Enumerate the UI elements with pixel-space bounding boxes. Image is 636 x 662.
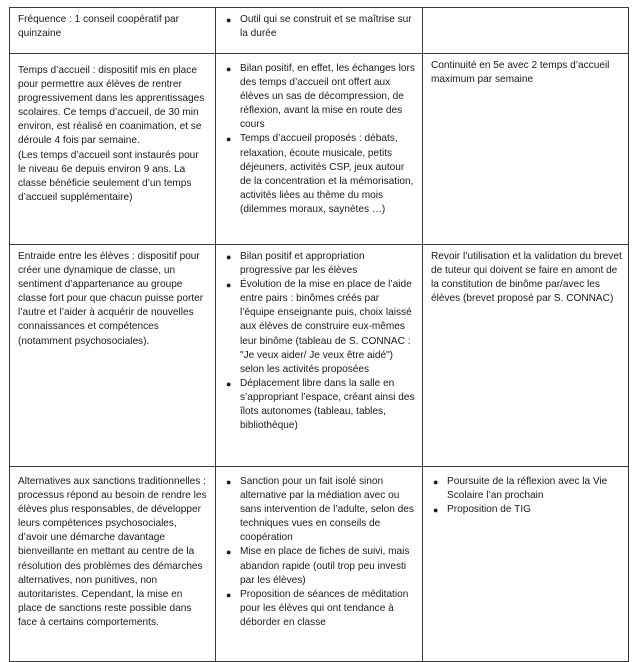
list-item-text: Bilan positif et appropriation progressive par les élèves [240,251,365,277]
table-row [10,245,629,467]
bullet-icon: ● [226,589,232,600]
table-cell [10,54,216,245]
bullet-icon: ● [226,477,232,487]
list-item [224,545,416,587]
table-cell [10,245,216,467]
list-item-text: Mise en place de fiches de suivi, mais abandon rapide (outil trop peu investi par les élèves) [240,546,410,586]
cell-text: Fréquence : 1 conseil coopératif par quinzaine [18,14,180,40]
bullet-icon: ● [226,64,232,74]
bullet-list [224,62,416,217]
table-row [10,54,629,245]
bullet-icon: ● [433,505,439,516]
cell-text: Temps d’accueil : dispositif mis en place pour permettre aux élèves de rentrer progressivement dans les apprentissages scolaires. Ce temps d’accueil, de 30 min environ, est réalisé en coanimation, et se déroule 4 fois par semaine. (Les temps d’accueil sont instaurés pour le niveau 6e depuis environ 9 ans. La classe bénéficie seulement d’un temps d’accueil supplémentaire) [18,65,205,203]
table-cell [216,467,423,662]
table-row [10,467,629,662]
cell-text: Entraide entre les élèves : dispositif pour créer une dynamique de classe, un sentiment d’appartenance au groupe classe fort pour que chacun puisse porter l’autre et l’aider à acquérir de nouvelles connaissances et compétences (notamment psychosociales). [18,251,204,347]
bullet-list [224,13,416,41]
table-cell [216,54,423,245]
list-item [224,250,416,278]
bullet-icon: ● [226,280,232,291]
list-item-text: Sanction pour un fait isolé sinon alternative par la médiation avec ou sans intervention de l’adulte, selon des techniques vues en conseils de coopération [240,476,414,544]
bullet-icon: ● [226,134,232,145]
bullet-list [224,475,416,630]
cell-text: Revoir l’utilisation et la validation du brevet de tuteur qui doivent se faire en amont de la constitution de binôme par/avec les élèves (brevet proposé par S. CONNAC) [431,251,622,305]
cooperation-table [9,7,629,662]
list-item [224,475,416,545]
table-cell [423,467,629,662]
list-item [224,278,416,377]
table-cell [423,8,629,54]
table-cell [10,467,216,662]
list-item-text: Poursuite de la réflexion avec la Vie Scolaire l’an prochain [447,476,608,502]
bullet-list [224,250,416,433]
list-item [431,503,622,517]
cell-text: Alternatives aux sanctions traditionnelles : processus répond au besoin de rendre les élèves plus responsables, de développer leurs compétences psychosociales, d’avoir une démarche davantage bienveillante en mettant au centre de la résolution des problèmes des démarches alternatives, non punitives, non autoritaristes. Cependant, la mise en place de sanctions reste possible dans face à certains comportements. [18,476,207,628]
bullet-icon: ● [226,547,232,558]
list-item-text: Déplacement libre dans la salle en s’appropriant l’espace, créant ainsi des îlots autonomes (tableau, tables, bibliothèque) [240,377,415,432]
list-item-text: Outil qui se construit et se maîtrise sur la durée [240,14,412,40]
list-item-text: Évolution de la mise en place de l’aide entre pairs : binômes créés par l’équipe enseignante puis, choix laissé aux élèves de construire eux-mêmes leur binôme (tableau de S. CONNAC : "Je veux aider/ Je veux être aidé") selon les activités proposées [240,279,412,375]
list-item [224,13,416,41]
bullet-icon: ● [226,15,232,25]
list-item [224,588,416,630]
bullet-icon: ● [226,378,232,389]
list-item [431,475,622,503]
table-cell [10,8,216,54]
bullet-icon: ● [226,252,232,262]
bullet-list [431,475,622,517]
table-cell [423,54,629,245]
cell-text: Continuité en 5e avec 2 temps d’accueil maximum par semaine [431,60,610,86]
list-item [224,132,416,217]
list-item-text: Bilan positif, en effet, les échanges lors des temps d’accueil ont offert aux élèves un sas de décompression, de réflexion, avant la mise en route des cours [240,63,415,131]
bullet-icon: ● [433,477,439,487]
table-cell [216,245,423,467]
table-cell [216,8,423,54]
list-item [224,377,416,433]
table-row [10,8,629,54]
list-item-text: Proposition de séances de méditation pour les élèves qui ont tendance à déborder en classe [240,588,409,628]
table-cell [423,245,629,467]
list-item-text: Temps d’accueil proposés : débats, relaxation, écoute musicale, petits déjeuners, activités CSP, jeux autour de la concentration et la mémorisation, activités liées au thème du mois (dilemmes moraux, saynètes …) [240,133,414,215]
list-item [224,62,416,132]
list-item-text: Proposition de TIG [447,504,531,516]
